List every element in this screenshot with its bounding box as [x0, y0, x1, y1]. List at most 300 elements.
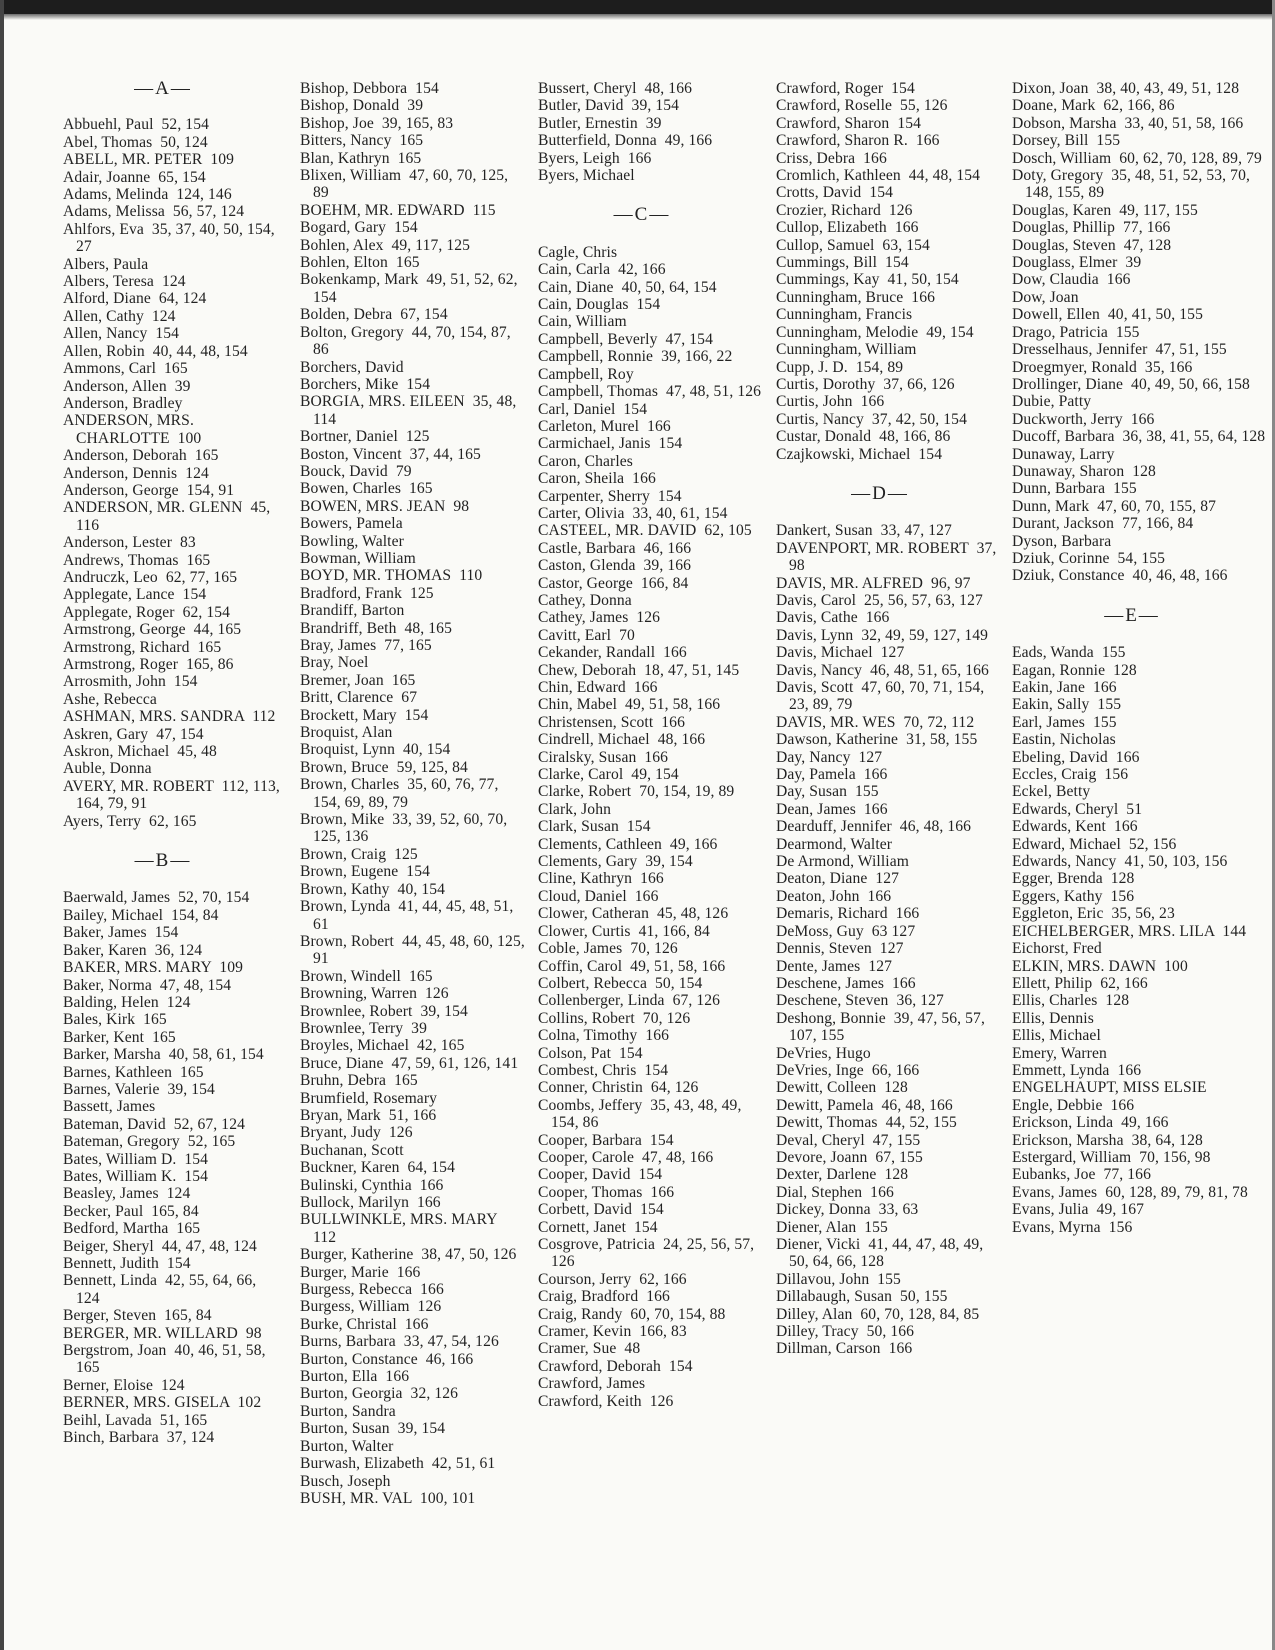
- index-entry: Broquist, Lynn 40, 154: [300, 741, 451, 759]
- index-entry: Cavitt, Earl 70: [538, 626, 635, 644]
- index-entry: Davis, Nancy 46, 48, 51, 65, 166: [776, 661, 989, 679]
- entry-list-b: [63, 889, 283, 1446]
- index-entry: Clower, Curtis 41, 166, 84: [538, 922, 710, 940]
- index-entry: Dunn, Mark 47, 60, 70, 155, 87: [1012, 497, 1217, 515]
- index-entry: Corbett, David 154: [538, 1201, 664, 1219]
- index-entry: Eichorst, Fred: [1012, 940, 1102, 958]
- index-entry: Dearduff, Jennifer 46, 48, 166: [776, 818, 972, 836]
- index-entry: DAVIS, MR. ALFRED 96, 97: [776, 574, 971, 592]
- index-entry: BUSH, MR. VAL 100, 101: [300, 1489, 476, 1507]
- index-entry: Dearmond, Walter: [776, 835, 893, 853]
- index-entry: Brownlee, Robert 39, 154: [300, 1002, 468, 1020]
- index-entry: Baerwald, James 52, 70, 154: [63, 889, 250, 907]
- index-entry: Cain, Douglas 154: [538, 296, 661, 314]
- index-entry: Bennett, Linda 42, 55, 64, 66, 124: [63, 1272, 261, 1307]
- index-entry: Dewitt, Thomas 44, 52, 155: [776, 1114, 957, 1132]
- index-entry: Cain, Carla 42, 166: [538, 261, 666, 279]
- index-entry: Bohlen, Elton 165: [300, 254, 420, 272]
- index-entry: Edward, Michael 52, 156: [1012, 835, 1177, 853]
- index-entry: Bokenkamp, Mark 49, 51, 52, 62, 154: [300, 271, 522, 306]
- index-entry: Ellis, Michael: [1012, 1027, 1101, 1045]
- section-heading-a: —A—: [134, 78, 192, 99]
- index-entry: Emery, Warren: [1012, 1044, 1107, 1062]
- index-entry: Alford, Diane 64, 124: [63, 290, 207, 308]
- index-entry: Binch, Barbara 37, 124: [63, 1429, 215, 1447]
- index-entry: Auble, Donna: [63, 760, 152, 778]
- index-entry: Beiger, Sheryl 44, 47, 48, 124: [63, 1237, 257, 1255]
- index-entry: Armstrong, Roger 165, 86: [63, 656, 234, 673]
- index-entry: Craig, Randy 60, 70, 154, 88: [538, 1305, 726, 1323]
- index-entry: Douglas, Phillip 77, 166: [1012, 219, 1171, 237]
- index-entry: ABELL, MR. PETER 109: [63, 151, 235, 169]
- index-entry: Brown, Robert 44, 45, 48, 60, 125, 91: [300, 932, 529, 968]
- index-entry: Davis, Scott 47, 60, 70, 71, 154, 23, 89, 79: [776, 679, 989, 714]
- index-entry: Dennis, Steven 127: [776, 940, 904, 958]
- index-entry: Adair, Joanne 65, 154: [63, 168, 206, 186]
- index-entry: Crozier, Richard 126: [776, 201, 913, 219]
- index-entry: Bishop, Joe 39, 165, 83: [300, 114, 454, 132]
- index-entry: Clower, Catheran 45, 48, 126: [538, 905, 729, 923]
- index-entry: Cooper, David 154: [538, 1166, 663, 1184]
- index-entry: Dickey, Donna 33, 63: [776, 1201, 919, 1219]
- index-entry: Collins, Robert 70, 126: [538, 1009, 691, 1027]
- index-entry: Burwash, Elizabeth 42, 51, 61: [300, 1455, 496, 1473]
- index-entry: DeMoss, Guy 63 127: [776, 922, 916, 940]
- index-entry: Cummings, Bill 154: [776, 254, 909, 272]
- index-entry: Burger, Katherine 38, 47, 50, 126: [300, 1246, 517, 1264]
- index-entry: Bailey, Michael 154, 84: [63, 906, 219, 924]
- index-entry: Burton, Georgia 32, 126: [300, 1385, 459, 1403]
- index-entry: Baker, Norma 47, 48, 154: [63, 976, 232, 994]
- index-entry: Campbell, Beverly 47, 154: [538, 330, 713, 348]
- index-entry: Bulinski, Cynthia 166: [300, 1176, 444, 1194]
- index-entry: Carpenter, Sherry 154: [538, 487, 682, 505]
- index-entry: Brumfield, Rosemary: [300, 1089, 438, 1107]
- index-entry: Deschene, James 166: [776, 974, 916, 992]
- index-entry: Armstrong, Richard 165: [63, 638, 222, 656]
- index-entry: Abbuehl, Paul 52, 154: [63, 116, 210, 134]
- index-entry: Dexter, Darlene 128: [776, 1166, 909, 1184]
- index-entry: Cooper, Carole 47, 48, 166: [538, 1148, 714, 1166]
- index-entry: Butler, David 39, 154: [538, 97, 680, 115]
- index-entry: Allen, Robin 40, 44, 48, 154: [63, 342, 248, 360]
- index-entry: Dillman, Carson 166: [776, 1340, 913, 1358]
- index-entry: Crawford, Deborah 154: [538, 1357, 693, 1375]
- index-entry: Devore, Joann 67, 155: [776, 1148, 923, 1166]
- index-entry: Criss, Debra 166: [776, 149, 887, 167]
- index-entry: Bedford, Martha 165: [63, 1220, 201, 1238]
- index-entry: BULLWINKLE, MRS. MARY 112: [300, 1211, 506, 1246]
- index-entry: Cosgrove, Patricia 24, 25, 56, 57, 126: [538, 1236, 759, 1271]
- index-entry: Campbell, Ronnie 39, 166, 22: [538, 348, 733, 366]
- index-entry: Eubanks, Joe 77, 166: [1012, 1166, 1151, 1184]
- index-entry: Erickson, Marsha 38, 64, 128: [1012, 1131, 1203, 1149]
- index-entry: Diener, Vicki 41, 44, 47, 48, 49, 50, 64, 66, 128: [776, 1236, 988, 1271]
- index-entry: Day, Susan 155: [776, 783, 879, 801]
- index-entry: Broyles, Michael 42, 165: [300, 1037, 465, 1055]
- index-entry: Blixen, William 47, 60, 70, 125, 89: [300, 167, 513, 202]
- index-entry: Barker, Marsha 40, 58, 61, 154: [63, 1046, 264, 1064]
- index-entry: Davis, Michael 127: [776, 644, 905, 662]
- index-entry: Anderson, Lester 83: [63, 534, 196, 552]
- index-entry: Brown, Kathy 40, 154: [300, 880, 446, 898]
- index-entry: Drollinger, Diane 40, 49, 50, 66, 158: [1012, 375, 1250, 393]
- index-entry: Burton, Ella 166: [300, 1368, 410, 1386]
- index-entry: Dewitt, Colleen 128: [776, 1079, 908, 1097]
- index-entry: Blan, Kathryn 165: [300, 149, 422, 167]
- index-entry: Bogard, Gary 154: [300, 219, 418, 237]
- index-entry: Cathey, Donna: [538, 591, 632, 609]
- index-entry: BERNER, MRS. GISELA 102: [63, 1394, 262, 1412]
- index-entry: Edwards, Cheryl 51: [1012, 800, 1143, 818]
- index-entry: Bennett, Judith 154: [63, 1255, 191, 1272]
- index-entry: Burton, Walter: [300, 1437, 394, 1455]
- index-entry: Ebeling, David 166: [1012, 748, 1140, 766]
- entry-list-b-end: [538, 80, 766, 184]
- index-entry: Bergstrom, Joan 40, 46, 51, 58, 165: [63, 1342, 270, 1377]
- index-entry: DeVries, Inge 66, 166: [776, 1061, 920, 1079]
- index-entry: Cooper, Thomas 166: [538, 1183, 675, 1201]
- index-entry: Adams, Melissa 56, 57, 124: [63, 203, 245, 221]
- index-entry: Anderson, Bradley: [63, 394, 183, 412]
- index-entry: Conner, Christin 64, 126: [538, 1079, 699, 1097]
- index-entry: Chin, Edward 166: [538, 679, 658, 696]
- index-entry: Beihl, Lavada 51, 165: [63, 1411, 208, 1429]
- index-entry: Cain, Diane 40, 50, 64, 154: [538, 278, 717, 296]
- index-entry: Coble, James 70, 126: [538, 940, 678, 958]
- index-entry: Bowers, Pamela: [300, 515, 403, 533]
- index-entry: Adams, Melinda 124, 146: [63, 186, 232, 204]
- index-entry: Bales, Kirk 165: [63, 1011, 167, 1029]
- index-entry: ASHMAN, MRS. SANDRA 112: [63, 708, 276, 726]
- index-entry: Berger, Steven 165, 84: [63, 1307, 212, 1325]
- index-entry: Applegate, Lance 154: [63, 586, 207, 604]
- index-entry: Bates, William D. 154: [63, 1150, 209, 1168]
- index-entry: Christensen, Scott 166: [538, 713, 685, 731]
- index-entry: Dewitt, Pamela 46, 48, 166: [776, 1096, 953, 1114]
- index-entry: Bowen, Charles 165: [300, 480, 433, 498]
- index-entry: Czajkowski, Michael 154: [776, 445, 943, 463]
- entry-list-d-end: [1012, 80, 1272, 585]
- index-entry: Bassett, James: [63, 1098, 156, 1116]
- index-entry: Crawford, Sharon 154: [776, 114, 922, 132]
- index-entry: Bateman, David 52, 67, 124: [63, 1115, 245, 1133]
- index-entry: EICHELBERGER, MRS. LILA 144: [1012, 922, 1247, 940]
- index-entry: Cupp, J. D. 154, 89: [776, 358, 904, 376]
- index-entry: Cramer, Sue 48: [538, 1340, 641, 1358]
- index-entry: Davis, Lynn 32, 49, 59, 127, 149: [776, 626, 989, 644]
- index-entry: Bryan, Mark 51, 166: [300, 1106, 437, 1124]
- index-entry: Deschene, Steven 36, 127: [776, 992, 944, 1010]
- index-entry: Burger, Marie 166: [300, 1263, 421, 1281]
- index-entry: Davis, Carol 25, 56, 57, 63, 127: [776, 591, 983, 609]
- index-entry: Crawford, Roger 154: [776, 80, 915, 97]
- index-entry: Courson, Jerry 62, 166: [538, 1270, 687, 1288]
- index-entry: Emmett, Lynda 166: [1012, 1061, 1142, 1079]
- index-entry: Chew, Deborah 18, 47, 51, 145: [538, 661, 740, 679]
- index-entry: Clarke, Robert 70, 154, 19, 89: [538, 783, 735, 801]
- index-entry: ENGELHAUPT, MISS ELSIE: [1012, 1079, 1207, 1097]
- index-entry: Brown, Charles 35, 60, 76, 77, 154, 69, 89, 79: [300, 776, 503, 811]
- index-entry: Dillavou, John 155: [776, 1270, 901, 1288]
- index-entry: Burton, Sandra: [300, 1402, 396, 1420]
- index-entry: Bitters, Nancy 165: [300, 132, 424, 150]
- index-entry: Douglas, Steven 47, 128: [1012, 236, 1172, 254]
- index-entry: Doane, Mark 62, 166, 86: [1012, 97, 1175, 115]
- index-entry: Crawford, Sharon R. 166: [776, 132, 940, 150]
- index-entry: Cromlich, Kathleen 44, 48, 154: [776, 167, 981, 185]
- index-entry: Britt, Clarence 67: [300, 689, 418, 707]
- index-entry: Cummings, Kay 41, 50, 154: [776, 271, 959, 289]
- index-entry: Dowell, Ellen 40, 41, 50, 155: [1012, 306, 1203, 324]
- index-entry: Albers, Teresa 124: [63, 273, 186, 291]
- index-entry: Bowling, Walter: [300, 532, 404, 550]
- index-entry: Eakin, Jane 166: [1012, 679, 1117, 696]
- index-entry: Clarke, Carol 49, 154: [538, 766, 679, 784]
- index-entry: Ashe, Rebecca: [63, 690, 157, 708]
- index-entry: Colson, Pat 154: [538, 1044, 643, 1062]
- index-entry: Ciralsky, Susan 166: [538, 748, 669, 766]
- index-entry: Balding, Helen 124: [63, 993, 191, 1011]
- index-entry: Bryant, Judy 126: [300, 1124, 413, 1142]
- index-entry: Evans, Julia 49, 167: [1012, 1201, 1145, 1219]
- index-entry: Ellett, Philip 62, 166: [1012, 974, 1148, 992]
- index-entry: Dobson, Marsha 33, 40, 51, 58, 166: [1012, 114, 1244, 132]
- index-entry: Barker, Kent 165: [63, 1028, 176, 1046]
- index-entry: Deaton, John 166: [776, 887, 892, 905]
- index-entry: Andruczk, Leo 62, 77, 165: [63, 568, 238, 586]
- index-entry: Bortner, Daniel 125: [300, 428, 430, 446]
- index-entry: Eakin, Sally 155: [1012, 696, 1122, 714]
- index-entry: Estergard, William 70, 156, 98: [1012, 1148, 1211, 1166]
- index-entry: Carleton, Murel 166: [538, 417, 671, 435]
- index-column-3: [538, 80, 766, 1410]
- index-entry: Dunn, Barbara 155: [1012, 480, 1137, 498]
- index-entry: Burns, Barbara 33, 47, 54, 126: [300, 1333, 499, 1351]
- entry-list-c: [538, 244, 766, 1410]
- index-entry: Bowman, William: [300, 549, 416, 567]
- index-entry: Cullop, Samuel 63, 154: [776, 236, 930, 254]
- index-entry: Bateman, Gregory 52, 165: [63, 1133, 236, 1151]
- index-entry: Coffin, Carol 49, 51, 58, 166: [538, 957, 726, 975]
- index-entry: Deaton, Diane 127: [776, 870, 900, 888]
- index-entry: Beasley, James 124: [63, 1185, 191, 1203]
- index-column-4: [776, 80, 1004, 1358]
- index-entry: De Armond, William: [776, 853, 909, 871]
- index-entry: Dilley, Alan 60, 70, 128, 84, 85: [776, 1305, 980, 1323]
- index-entry: CASTEEL, MR. DAVID 62, 105: [538, 522, 752, 540]
- index-entry: Armstrong, George 44, 165: [63, 621, 242, 639]
- section-heading-e: —E—: [1104, 604, 1160, 626]
- index-entry: Bruce, Diane 47, 59, 61, 126, 141: [300, 1054, 519, 1072]
- index-entry: Brown, Lynda 41, 44, 45, 48, 51, 61: [300, 898, 518, 933]
- index-entry: Carl, Daniel 154: [538, 400, 648, 418]
- index-entry: Cline, Kathryn 166: [538, 870, 664, 888]
- index-entry: Collenberger, Linda 67, 126: [538, 992, 721, 1010]
- index-entry: Cunningham, William: [776, 341, 917, 359]
- index-entry: Anderson, George 154, 91: [63, 481, 235, 499]
- index-entry: ELKIN, MRS. DAWN 100: [1012, 957, 1188, 975]
- index-entry: Chin, Mabel 49, 51, 58, 166: [538, 696, 721, 714]
- index-entry: Crawford, James: [538, 1375, 646, 1393]
- index-entry: Dunaway, Larry: [1012, 445, 1115, 463]
- index-entry: Bruhn, Debra 165: [300, 1072, 418, 1090]
- index-entry: Edwards, Nancy 41, 50, 103, 156: [1012, 853, 1228, 871]
- index-entry: Clark, John: [538, 800, 612, 818]
- scan-left-edge: [0, 0, 4, 1650]
- index-entry: Anderson, Deborah 165: [63, 447, 219, 465]
- index-entry: Bolton, Gregory 44, 70, 154, 87, 86: [300, 323, 515, 359]
- index-entry: Eckel, Betty: [1012, 783, 1091, 801]
- index-entry: Caron, Charles: [538, 452, 633, 470]
- index-entry: Bullock, Marilyn 166: [300, 1194, 441, 1211]
- index-entry: Cagle, Chris: [538, 243, 618, 261]
- index-entry: Brown, Eugene 154: [300, 863, 430, 881]
- index-entry: Brown, Mike 33, 39, 52, 60, 70, 125, 136: [300, 811, 512, 846]
- index-entry: Edwards, Kent 166: [1012, 818, 1138, 836]
- index-entry: DeVries, Hugo: [776, 1044, 871, 1062]
- index-entry: Clark, Susan 154: [538, 818, 651, 836]
- index-entry: Dow, Claudia 166: [1012, 271, 1131, 289]
- index-entry: Erickson, Linda 49, 166: [1012, 1114, 1169, 1132]
- index-entry: Dosch, William 60, 62, 70, 128, 89, 79: [1012, 149, 1262, 167]
- index-entry: Dorsey, Bill 155: [1012, 132, 1121, 150]
- index-entry: Castor, George 166, 84: [538, 574, 689, 592]
- index-entry: Cullop, Elizabeth 166: [776, 219, 919, 237]
- index-entry: Eagan, Ronnie 128: [1012, 661, 1137, 679]
- index-entry: Broquist, Alan: [300, 724, 393, 742]
- index-entry: Brown, Bruce 59, 125, 84: [300, 758, 468, 776]
- index-entry: ANDERSON, MRS. CHARLOTTE 100: [63, 412, 202, 447]
- index-entry: Boston, Vincent 37, 44, 165: [300, 445, 481, 463]
- index-entry: Carter, Olivia 33, 40, 61, 154: [538, 504, 728, 522]
- index-entry: Craig, Bradford 166: [538, 1288, 670, 1306]
- entry-list-a: [63, 116, 283, 830]
- index-entry: Cramer, Kevin 166, 83: [538, 1323, 687, 1341]
- index-entry: Droegmyer, Ronald 35, 166: [1012, 358, 1193, 376]
- index-entry: Bussert, Cheryl 48, 166: [538, 80, 692, 97]
- entry-list-e: [1012, 644, 1272, 1236]
- index-entry: Dunaway, Sharon 128: [1012, 462, 1156, 480]
- index-entry: Diener, Alan 155: [776, 1218, 888, 1236]
- index-entry: Coombs, Jeffery 35, 43, 48, 49, 154, 86: [538, 1096, 746, 1132]
- index-entry: Caston, Glenda 39, 166: [538, 557, 692, 575]
- index-entry: Baker, James 154: [63, 924, 179, 942]
- index-entry: Bremer, Joan 165: [300, 671, 416, 689]
- index-entry: BOEHM, MR. EDWARD 115: [300, 201, 496, 219]
- index-entry: BERGER, MR. WILLARD 98: [63, 1324, 262, 1342]
- index-entry: BOWEN, MRS. JEAN 98: [300, 497, 470, 515]
- index-entry: Burke, Christal 166: [300, 1315, 429, 1333]
- index-entry: Clements, Gary 39, 154: [538, 853, 693, 871]
- index-entry: Colbert, Rebecca 50, 154: [538, 974, 703, 992]
- index-entry: Crawford, Keith 126: [538, 1392, 674, 1410]
- index-entry: Busch, Joseph: [300, 1472, 391, 1490]
- index-entry: BORGIA, MRS. EILEEN 35, 48, 114: [300, 393, 521, 428]
- index-entry: ANDERSON, MR. GLENN 45, 116: [63, 499, 275, 534]
- entry-list-c-end: [776, 80, 1004, 463]
- index-entry: Eccles, Craig 156: [1012, 766, 1129, 784]
- index-entry: AVERY, MR. ROBERT 112, 113, 164, 79, 91: [63, 777, 284, 813]
- index-entry: Davis, Cathe 166: [776, 609, 890, 627]
- index-entry: Crawford, Roselle 55, 126: [776, 97, 948, 115]
- index-entry: Colna, Timothy 166: [538, 1027, 670, 1045]
- index-entry: Dilley, Tracy 50, 166: [776, 1323, 915, 1341]
- scan-top-shadow: [0, 14, 1275, 20]
- index-entry: Deval, Cheryl 47, 155: [776, 1131, 921, 1149]
- index-entry: Curtis, Dorothy 37, 66, 126: [776, 375, 955, 393]
- index-entry: Clements, Cathleen 49, 166: [538, 835, 718, 853]
- index-entry: Bouck, David 79: [300, 462, 412, 480]
- index-entry: Becker, Paul 165, 84: [63, 1202, 199, 1220]
- index-entry: Brandriff, Beth 48, 165: [300, 619, 452, 637]
- index-entry: Borchers, Mike 154: [300, 375, 431, 393]
- index-entry: Byers, Leigh 166: [538, 149, 652, 167]
- index-entry: Egger, Brenda 128: [1012, 870, 1135, 888]
- index-entry: Byers, Michael: [538, 167, 635, 185]
- index-entry: Dziuk, Constance 40, 46, 48, 166: [1012, 567, 1228, 585]
- index-entry: Bishop, Debbora 154: [300, 80, 439, 97]
- index-entry: Bradford, Frank 125: [300, 584, 434, 602]
- index-column-1: [63, 80, 283, 1446]
- index-entry: Deshong, Bonnie 39, 47, 56, 57, 107, 155: [776, 1009, 989, 1045]
- index-entry: Bolden, Debra 67, 154: [300, 306, 448, 324]
- index-entry: Cunningham, Bruce 166: [776, 288, 935, 306]
- index-entry: Barnes, Kathleen 165: [63, 1063, 204, 1081]
- index-entry: Dawson, Katherine 31, 58, 155: [776, 731, 978, 749]
- index-entry: Campbell, Thomas 47, 48, 51, 126: [538, 383, 762, 401]
- index-entry: Browning, Warren 126: [300, 985, 449, 1003]
- entry-list-d: [776, 522, 1004, 1358]
- section-heading-d: —D—: [851, 482, 909, 504]
- index-entry: BOYD, MR. THOMAS 110: [300, 567, 483, 585]
- index-entry: Ammons, Carl 165: [63, 360, 188, 378]
- index-entry: Cloud, Daniel 166: [538, 887, 659, 905]
- scan-top-edge: [0, 0, 1275, 14]
- index-entry: Bohlen, Alex 49, 117, 125: [300, 236, 471, 254]
- index-entry: Dixon, Joan 38, 40, 43, 49, 51, 128: [1012, 80, 1240, 97]
- index-entry: Dow, Joan: [1012, 288, 1079, 306]
- index-entry: DAVENPORT, MR. ROBERT 37, 98: [776, 539, 1001, 575]
- index-entry: Curtis, Nancy 37, 42, 50, 154: [776, 410, 967, 428]
- index-entry: Eggers, Kathy 156: [1012, 887, 1135, 905]
- index-entry: Caron, Sheila 166: [538, 470, 656, 488]
- index-entry: Day, Pamela 166: [776, 766, 888, 784]
- index-entry: Dubie, Patty: [1012, 393, 1092, 411]
- index-entry: Ducoff, Barbara 36, 38, 41, 55, 64, 128: [1012, 428, 1266, 446]
- index-entry: Burton, Constance 46, 166: [300, 1350, 474, 1368]
- index-entry: Ellis, Dennis: [1012, 1009, 1094, 1027]
- index-entry: Buckner, Karen 64, 154: [300, 1159, 455, 1177]
- section-heading-b: —B—: [134, 850, 192, 872]
- index-entry: Abel, Thomas 50, 124: [63, 133, 208, 151]
- index-column-2: [300, 80, 529, 1507]
- index-entry: Allen, Cathy 124: [63, 307, 176, 325]
- index-entry: Arrosmith, John 154: [63, 673, 198, 691]
- index-entry: Applegate, Roger 62, 154: [63, 603, 231, 621]
- index-entry: Cornett, Janet 154: [538, 1218, 658, 1236]
- index-entry: Berner, Eloise 124: [63, 1376, 185, 1394]
- index-entry: Bishop, Donald 39: [300, 97, 424, 115]
- index-entry: Anderson, Dennis 124: [63, 464, 209, 482]
- index-entry: Brockett, Mary 154: [300, 706, 429, 724]
- index-entry: Evans, Myrna 156: [1012, 1218, 1133, 1236]
- index-entry: Duckworth, Jerry 166: [1012, 410, 1155, 428]
- index-entry: Burton, Susan 39, 154: [300, 1420, 446, 1438]
- index-entry: Dente, James 127: [776, 957, 893, 975]
- index-entry: Butler, Ernestin 39: [538, 114, 662, 132]
- index-entry: Dillabaugh, Susan 50, 155: [776, 1288, 948, 1306]
